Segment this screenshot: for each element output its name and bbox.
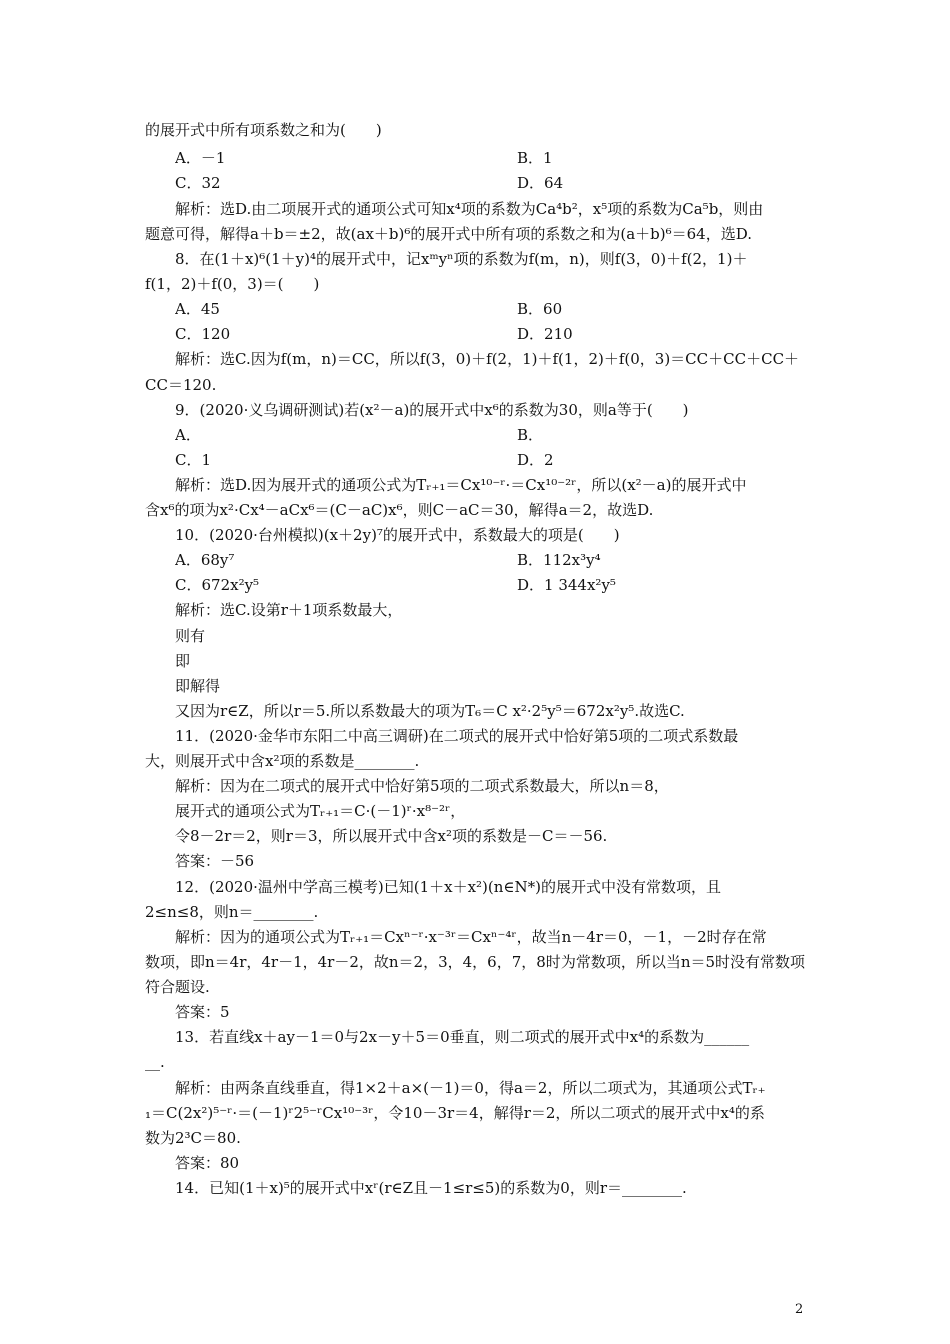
option-b: B．1 xyxy=(517,149,553,167)
text-line: 数项，即n＝4r，4r－1，4r－2，故n＝2，3，4，6，7，8时为常数项，所以当n＝5时没有常数项 xyxy=(145,953,806,971)
text-line: f(1，2)＋f(0，3)＝( ) xyxy=(145,275,320,293)
text-line: ₁＝C(2x²)⁵⁻ʳ·＝(－1)ʳ2⁵⁻ʳCx¹⁰⁻³ʳ，令10－3r＝4，解得r＝2，所以二项式的展开式中x⁴的系 xyxy=(145,1104,765,1122)
option-d: D．210 xyxy=(517,325,573,343)
option-a: A．45 xyxy=(175,300,220,318)
option-a: A． xyxy=(175,426,201,444)
option-d: D．2 xyxy=(517,451,554,469)
option-b: B．112x³y⁴ xyxy=(517,551,601,569)
text-line: 大，则展开式中含x²项的系数是________. xyxy=(145,752,420,770)
option-c: C．120 xyxy=(175,325,231,343)
solution-line: 解析：因为的通项公式为Tᵣ₊₁＝Cxⁿ⁻ʳ·x⁻³ʳ＝Cxⁿ⁻⁴ʳ，故当n－4r＝0，－1，－2时存在常 xyxy=(175,928,767,946)
text-line: 即解得 xyxy=(175,677,221,695)
option-c: C．672x²y⁵ xyxy=(175,576,260,594)
solution-line: 解析：选D.因为展开式的通项公式为Tᵣ₊₁＝Cx¹⁰⁻ʳ·＝Cx¹⁰⁻²ʳ，所以(x²－a)的展开式中 xyxy=(175,476,747,494)
answer-line: 答案：－56 xyxy=(175,852,255,870)
answer-line: 答案：80 xyxy=(175,1154,240,1172)
text-line: 数为2³C＝80. xyxy=(145,1129,241,1147)
solution-line: 解析：因为在二项式的展开式中恰好第5项的二项式系数最大，所以n＝8， xyxy=(175,777,669,795)
page-number: 2 xyxy=(795,1302,804,1317)
text-line: 则有 xyxy=(175,627,206,645)
question-13: 13．若直线x＋ay－1＝0与2x－y＋5＝0垂直，则二项式的展开式中x⁴的系数为______ xyxy=(175,1028,750,1046)
text-line: 令8－2r＝2，则r＝3，所以展开式中含x²项的系数是－C＝－56. xyxy=(175,827,608,845)
text-line: 2≤n≤8，则n＝________. xyxy=(145,903,319,921)
question-9: 9．(2020·义乌调研测试)若(x²－a)的展开式中x⁶的系数为30，则a等于( ) xyxy=(175,401,689,419)
text-line: CC＝120. xyxy=(145,376,217,394)
option-a: A．－1 xyxy=(175,149,226,167)
question-14: 14．已知(1＋x)⁵的展开式中xʳ(r∈Z且－1≤r≤5)的系数为0，则r＝________. xyxy=(175,1179,687,1197)
text-line: 含x⁶的项为x²·Cx⁴－aCx⁶＝(C－aC)x⁶，则C－aC＝30，解得a＝2，故选D. xyxy=(145,501,654,519)
option-c: C．32 xyxy=(175,174,221,192)
answer-line: 答案：5 xyxy=(175,1003,230,1021)
question-10: 10．(2020·台州模拟)(x＋2y)⁷的展开式中，系数最大的项是( ) xyxy=(175,526,620,544)
text-line: __. xyxy=(145,1053,165,1071)
option-c: C．1 xyxy=(175,451,212,469)
question-8: 8．在(1＋x)⁶(1＋y)⁴的展开式中，记xᵐyⁿ项的系数为f(m，n)，则f(3，0)＋f(2，1)＋ xyxy=(175,250,748,268)
question-12: 12．(2020·温州中学高三模考)已知(1＋x＋x²)(n∈N*)的展开式中没有常数项，且 xyxy=(175,878,722,896)
text-line: 又因为r∈Z，所以r＝5.所以系数最大的项为T₆＝C x²·2⁵y⁵＝672x²y⁵.故选C. xyxy=(175,702,685,720)
option-b: B．60 xyxy=(517,300,563,318)
solution-line: 解析：选C.设第r＋1项系数最大， xyxy=(175,601,403,619)
solution-line: 解析：由两条直线垂直，得1×2＋a×(－1)＝0，得a＝2，所以二项式为，其通项公式Tᵣ₊ xyxy=(175,1079,766,1097)
option-b: B． xyxy=(517,426,544,444)
text-line: 即 xyxy=(175,652,191,670)
text-line: 题意可得，解得a＋b＝±2，故(ax＋b)⁶的展开式中所有项的系数之和为(a＋b)⁶＝64，选D. xyxy=(145,225,752,243)
solution-line: 解析：选C.因为f(m，n)＝CC，所以f(3，0)＋f(2，1)＋f(1，2)＋f(0，3)＝CC＋CC＋CC＋ xyxy=(175,350,800,368)
option-d: D．64 xyxy=(517,174,564,192)
text-line: 展开式的通项公式为Tᵣ₊₁＝C·(－1)ʳ·x⁸⁻²ʳ， xyxy=(175,802,466,820)
option-a: A．68y⁷ xyxy=(175,551,235,569)
text-line: 符合题设. xyxy=(145,978,210,996)
text-line: 的展开式中所有项系数之和为( ) xyxy=(145,121,382,139)
option-d: D．1 344x²y⁵ xyxy=(517,576,616,594)
solution-line: 解析：选D.由二项展开式的通项公式可知x⁴项的系数为Ca⁴b²，x⁵项的系数为Ca⁵b，则由 xyxy=(175,200,764,218)
question-11: 11．(2020·金华市东阳二中高三调研)在二项式的展开式中恰好第5项的二项式系数最 xyxy=(175,727,739,745)
